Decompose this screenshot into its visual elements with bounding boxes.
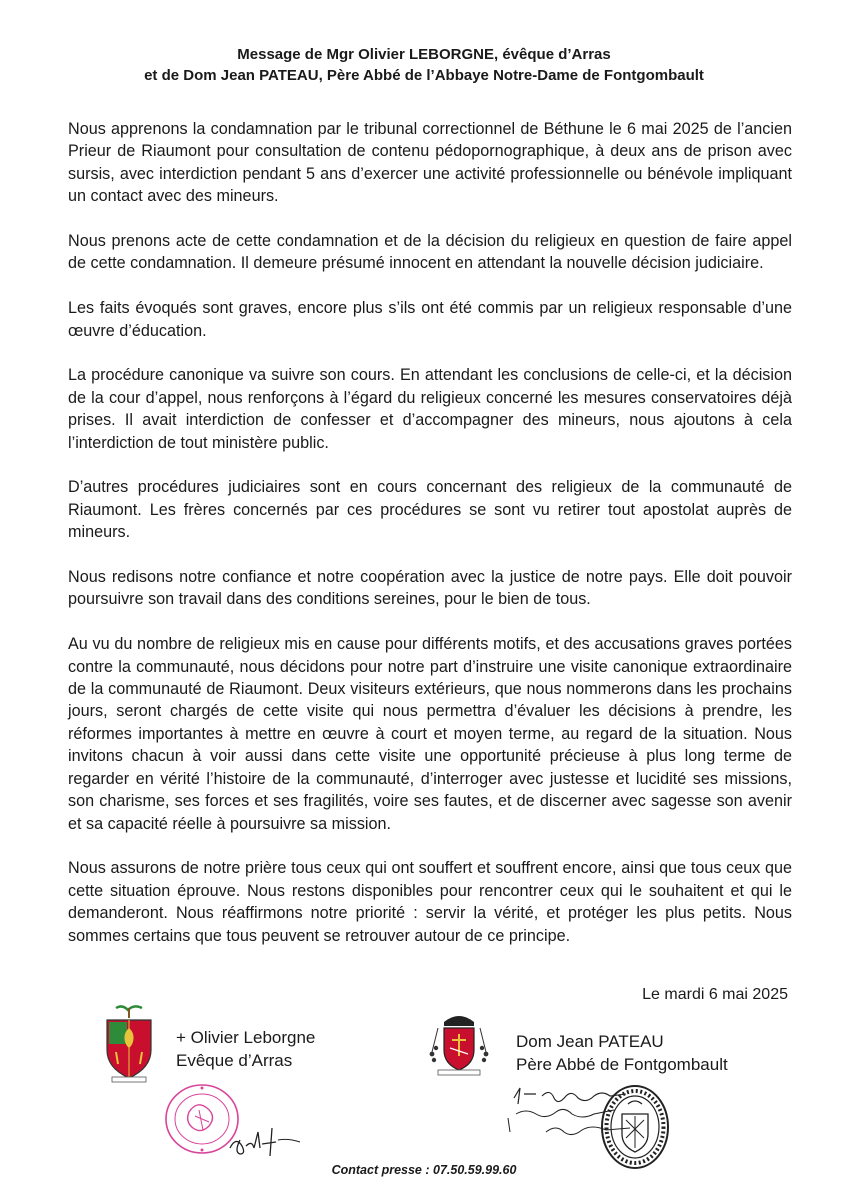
signatory-left (176, 1026, 315, 1072)
title-line-1: Message de Mgr Olivier LEBORGNE, évêque d’Arras (237, 46, 611, 63)
signatory-right-title: Père Abbé de Fontgombault (516, 1055, 728, 1074)
arras-coat-of-arms-icon (102, 1004, 156, 1084)
title-line-2: et de Dom Jean PATEAU, Père Abbé de l’Abbaye Notre-Dame de Fontgombault (144, 67, 704, 84)
message-body (68, 118, 792, 969)
paragraph: D’autres procédures judiciaires sont en cours concernant des religieux de la communauté de Riaumont. Les frères concernés par ces procédures se sont vu retirer tout apostolat auprès de mineurs. (68, 478, 792, 542)
document-title (60, 44, 788, 86)
signatory-left-title: Evêque d’Arras (176, 1051, 293, 1070)
paragraph: Les faits évoqués sont graves, encore plus s’ils ont été commis par un religieux responsable d’une œuvre d’éducation. (68, 299, 792, 340)
signatory-right (516, 1030, 728, 1076)
paragraph: La procédure canonique va suivre son cours. En attendant les conclusions de celle-ci, et la décision de la cour d’appel, nous renforçons à l’égard du religieux concerné les mesures conservatoires déjà prises. Il avait interdiction de confesser et d’accompagner des mineurs, nous ajoutons à cela l’interdiction de tout ministère public. (68, 366, 792, 452)
date-line: Le mardi 6 mai 2025 (642, 986, 788, 1003)
press-contact: Contact presse : 07.50.59.99.60 (331, 1163, 517, 1177)
paragraph: Nous redisons notre confiance et notre coopération avec la justice de notre pays. Elle doit pouvoir poursuivre son travail dans des conditions sereines, pour le bien de tous. (68, 568, 792, 609)
fontgombault-coat-of-arms-icon (426, 1008, 492, 1076)
paragraph: Nous apprenons la condamnation par le tribunal correctionnel de Béthune le 6 mai 2025 de l’ancien Prieur de Riaumont pour consultation de contenu pédopornographique, à deux ans de prison avec sursis, avec interdiction pendant 5 ans d’exercer une activité professionnelle ou bénévole impliquant un contact avec des mineurs. (68, 120, 792, 206)
signatory-left-name: + Olivier Leborgne (176, 1028, 316, 1047)
paragraph: Nous assurons de notre prière tous ceux qui ont souffert et souffrent encore, ainsi que tous ceux que cette situation éprouve. Nous restons disponibles pour rencontrer ceux qui le souhaitent et qui le demanderont. Nous réaffirmons notre priorité : servir la vérité, et protéger les plus petits. Nous sommes certains que tous peuvent se retrouver autour de ce principe. (68, 859, 792, 945)
paragraph: Nous prenons acte de cette condamnation et de la décision du religieux en question de faire appel de cette condamnation. Il demeure présumé innocent en attendant la nouvelle décision judiciaire. (68, 232, 792, 273)
paragraph: Au vu du nombre de religieux mis en cause pour différents motifs, et des accusations graves portées contre la communauté, nous décidons pour notre part d’instruire une visite canonique extraordinaire de la communauté de Riaumont. Deux visiteurs extérieurs, que nous nommerons dans les prochains jours, seront chargés de cette visite qui nous permettra d’évaluer les décisions à prendre, les réformes importantes à mettre en œuvre à court et moyen terme, au regard de la situation. Nous invitons chacun à voir aussi dans cette visite une opportunité précieuse à plus long terme de regarder en vérité l’histoire de la communauté, d’interroger avec justesse et lucidité ses missions, son charisme, ses forces et ses fragilités, voire ses fautes, et de discerner avec sagesse son avenir et sa capacité réelle à poursuivre sa mission. (68, 635, 792, 833)
abbey-seal-icon (600, 1084, 670, 1170)
leborgne-signature-icon (226, 1118, 304, 1162)
signatory-right-name: Dom Jean PATEAU (516, 1032, 664, 1051)
